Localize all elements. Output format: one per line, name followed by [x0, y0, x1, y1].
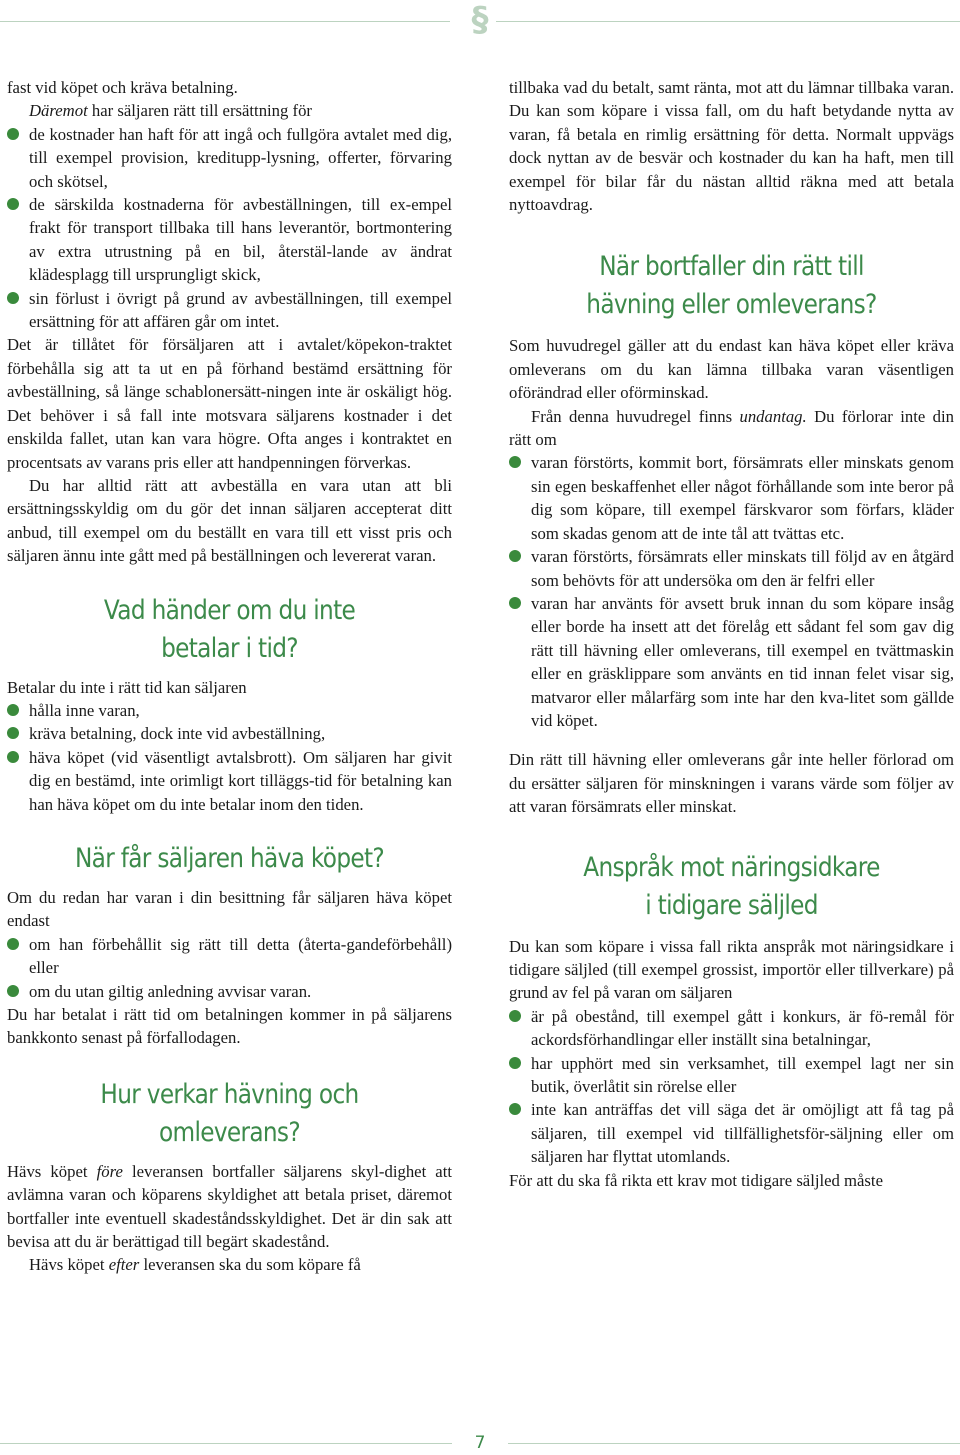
list-item-text: kräva betalning, dock inte vid avbeställning, — [29, 724, 326, 744]
list-item-text: är på obestånd, till exempel gått i konkurs, är fö-remål för ackordsförhandlingar eller inställt sina betalningar, — [531, 1006, 954, 1050]
heading-claims — [540, 849, 923, 925]
list-item-text: de kostnader han haft för att ingå och fullgöra avtalet med dig, till exempel provision, kreditupp-lysning, offerter, förvaring och skötsel, — [29, 124, 452, 191]
bullet-icon — [7, 128, 19, 140]
list-item — [509, 1052, 954, 1099]
compensation-list — [7, 123, 452, 334]
claims-list — [509, 1005, 954, 1169]
bullet-icon — [7, 292, 19, 304]
list-item — [7, 980, 452, 1003]
bullet-icon — [7, 198, 19, 210]
exceptions-list — [509, 451, 954, 732]
paragraph-text: leveransen ska du som köpare få — [139, 1255, 361, 1275]
paragraph-text: Hävs köpet — [29, 1255, 109, 1275]
heading-line: omleverans? — [159, 1116, 300, 1148]
heading-line: betalar i tid? — [161, 632, 298, 664]
paragraph-text: leveransen bortfaller säljarens skyl-dighet att avlämna varan och köparens skyldighet att betala priset, däremot bortfaller inte eventuell skadeståndsskyldighet. Det är din sak att bevisa att du är berättigad till begärt skadestånd. — [7, 1161, 452, 1252]
paragraph-refund: tillbaka vad du betalt, samt ränta, mot att du lämnar tillbaka varan. Du kan som köpare i vissa fall, om du haft betydande nytta av varan, få betala en rimlig ersättning för detta. Normalt uppvägs dock nyttan av de besvär och kostnader du kan ha haft, men till exempel för bilar får du nästan alltid räkna med att betala nyttoavdrag. — [509, 78, 954, 215]
late-payment-list — [7, 699, 452, 816]
list-item — [7, 193, 452, 287]
heading-line: När bortfaller din rätt till — [599, 251, 864, 283]
list-item-text: sin förlust i övrigt på grund av avbeställningen, till exempel ersättning för att affären går om intet. — [29, 288, 452, 332]
heading-lose-right — [540, 248, 923, 324]
intro-paragraph: fast vid köpet och kräva betalning. — [7, 78, 238, 97]
bullet-icon — [509, 597, 521, 609]
paragraph-text: Du förlorar inte din rätt om — [509, 406, 954, 450]
list-item-text: häva köpet (vid väsentligt avtalsbrott). Om säljaren har givit dig en bestämd, inte orimligt kort tilläggs-tid för betalning kan han häva köpet om du inte betalar inom den tiden. — [29, 747, 452, 814]
bullet-icon — [7, 985, 19, 997]
bullet-icon — [509, 1057, 521, 1069]
bullet-icon — [7, 938, 19, 950]
section-mark-icon: § — [471, 0, 489, 40]
list-item-text: hålla inne varan, — [29, 700, 140, 720]
list-item — [509, 451, 954, 545]
paragraph-claims-end: För att du ska få rikta ett krav mot tidigare säljled måste — [509, 1170, 883, 1190]
paragraph-text: har säljaren rätt till ersättning för — [87, 101, 312, 121]
paragraph-always-cancel: Du har alltid rätt att avbeställa en vara utan att bli ersättningsskyldig om du gör det innan säljaren accepterat ditt anbud, till exempel om du beställt en vara till ett visst pris och säljaren ännu inte gått med på beställningen och levererat varan. — [7, 475, 452, 566]
paragraph-before-delivery — [7, 1160, 452, 1254]
bullet-icon — [509, 550, 521, 562]
emphasis: före — [96, 1161, 123, 1181]
footer-rule-left — [0, 1443, 452, 1444]
heading-line: hävning eller omleverans? — [586, 289, 877, 321]
bullet-icon — [7, 704, 19, 716]
footer-rule-right — [508, 1443, 960, 1444]
paragraph-late-payment: Betalar du inte i rätt tid kan säljaren — [7, 677, 247, 697]
bullet-icon — [509, 456, 521, 468]
list-item — [7, 933, 452, 980]
list-item — [7, 722, 452, 745]
bullet-icon — [509, 1010, 521, 1022]
seller-cancel-list — [7, 933, 452, 1003]
paragraph-text: Från denna huvudregel finns — [531, 406, 740, 426]
list-item-text: varan förstörts, försämrats eller minskats till följd av en åtgärd som behövts för att undersöka om den är felfri eller — [531, 547, 954, 590]
heading-late-payment — [38, 592, 421, 668]
paragraph-seller-rights — [7, 99, 452, 122]
heading-how-works — [38, 1076, 421, 1152]
list-item-text: om han förbehållit sig rätt till detta (återta-gandeförbehåll) eller — [29, 934, 452, 978]
heading-line: i tidigare säljled — [645, 889, 818, 921]
paragraph-claims: Du kan som köpare i vissa fall rikta anspråk mot näringsidkare i tidigare säljled (till exempel grossist, importör eller tillverkare) på grund av fel på varan om säljaren — [509, 936, 954, 1003]
list-item-text: inte kan anträffas det vill säga det är omöjligt att få tag på säljaren, till exempel vid tillfällighetsför-säljning eller om säljaren har flyttat utomlands. — [531, 1100, 954, 1167]
heading-seller-cancel: När får säljaren häva köpet? — [74, 842, 385, 874]
right-column — [509, 76, 954, 1192]
list-item — [509, 545, 954, 592]
emphasis: efter — [108, 1255, 140, 1275]
emphasis: undantag. — [739, 406, 807, 426]
heading-line: Hur verkar hävning och — [100, 1078, 359, 1110]
page-number: 7 — [474, 1433, 486, 1453]
list-item-text: varan förstörts, kommit bort, försämrats eller minskats genom sin egen beskaffenhet eller något förhållande som inte beror på dig som köpare, till exempel färskvaror som förfars, kläder som skadas genom att de inte tål att tvättas etc. — [531, 453, 954, 543]
bullet-icon — [7, 727, 19, 739]
list-item-text: om du utan giltig anledning avvisar varan. — [29, 981, 312, 1001]
paragraph-main-rule: Som huvudregel gäller att du endast kan häva köpet eller kräva omleverans om du kan lämna tillbaka varan väsentligen oförändrad eller oförminskad. — [509, 336, 954, 403]
header-rule-left — [0, 21, 450, 22]
bullet-icon — [7, 751, 19, 763]
emphasis: Däremot — [29, 101, 88, 121]
left-column — [7, 76, 452, 1277]
paragraph-value-compensation: Din rätt till hävning eller omleverans går inte heller förlorad om du ersätter säljaren för minskningen i varans värde som följer av att varan försämrats eller minskat. — [509, 750, 954, 817]
list-item — [7, 746, 452, 816]
list-item — [509, 1098, 954, 1168]
header-rule-right — [496, 21, 960, 22]
paragraph-paid-on-time: Du har betalat i rätt tid om betalningen kommer in på säljarens bankkonto senast på förfallodagen. — [7, 1005, 452, 1048]
paragraph-after-delivery — [7, 1253, 452, 1276]
list-item — [509, 592, 954, 732]
paragraph-cancellation-fee: Det är tillåtet för försäljaren att i avtalet/köpekon-traktet förbehålla sig att ta ut en på förhand bestämd ersättning för avbeställning, så länge schablonersätt-ningen inte är oskäligt hög. Det behöver i så fall inte motsvara säljarens kostnader i det enskilda fallet, utan kan vara högre. Ofta anges i kontraktet en procentsats av varans pris eller att handpenningen förverkas. — [7, 335, 452, 472]
paragraph-text: Hävs köpet — [7, 1161, 97, 1181]
list-item-text: de särskilda kostnaderna för avbeställningen, till ex-empel frakt för transport tillbaka till hans leverantör, bortmontering av extra utrustning på en bil, återstäl-lande av ändrat klädesplagg till ursprungligt skick, — [29, 195, 452, 285]
list-item — [7, 123, 452, 193]
paragraph-exceptions — [509, 405, 954, 452]
heading-line: Anspråk mot näringsidkare — [583, 851, 880, 883]
bullet-icon — [509, 1103, 521, 1115]
list-item-text: har upphört med sin verksamhet, till exempel lagt ner sin butik, överlåtit sin rörelse eller — [531, 1053, 954, 1096]
list-item — [509, 1005, 954, 1052]
list-item — [7, 287, 452, 334]
list-item-text: varan har använts för avsett bruk innan du som köpare insåg eller borde ha insett att det förelåg ett sådant fel som gav dig rätt till hävning eller omleverans, till exempel en tvättmaskin eller en gräsklippare som använts en tid innan felet visar sig, matvaror eller målarfärg som inte har den kva-litet som gällde vid köpet. — [531, 593, 954, 730]
paragraph-seller-cancel: Om du redan har varan i din besittning får säljaren häva köpet endast — [7, 887, 452, 931]
list-item — [7, 699, 452, 722]
heading-line: Vad händer om du inte — [103, 594, 356, 626]
